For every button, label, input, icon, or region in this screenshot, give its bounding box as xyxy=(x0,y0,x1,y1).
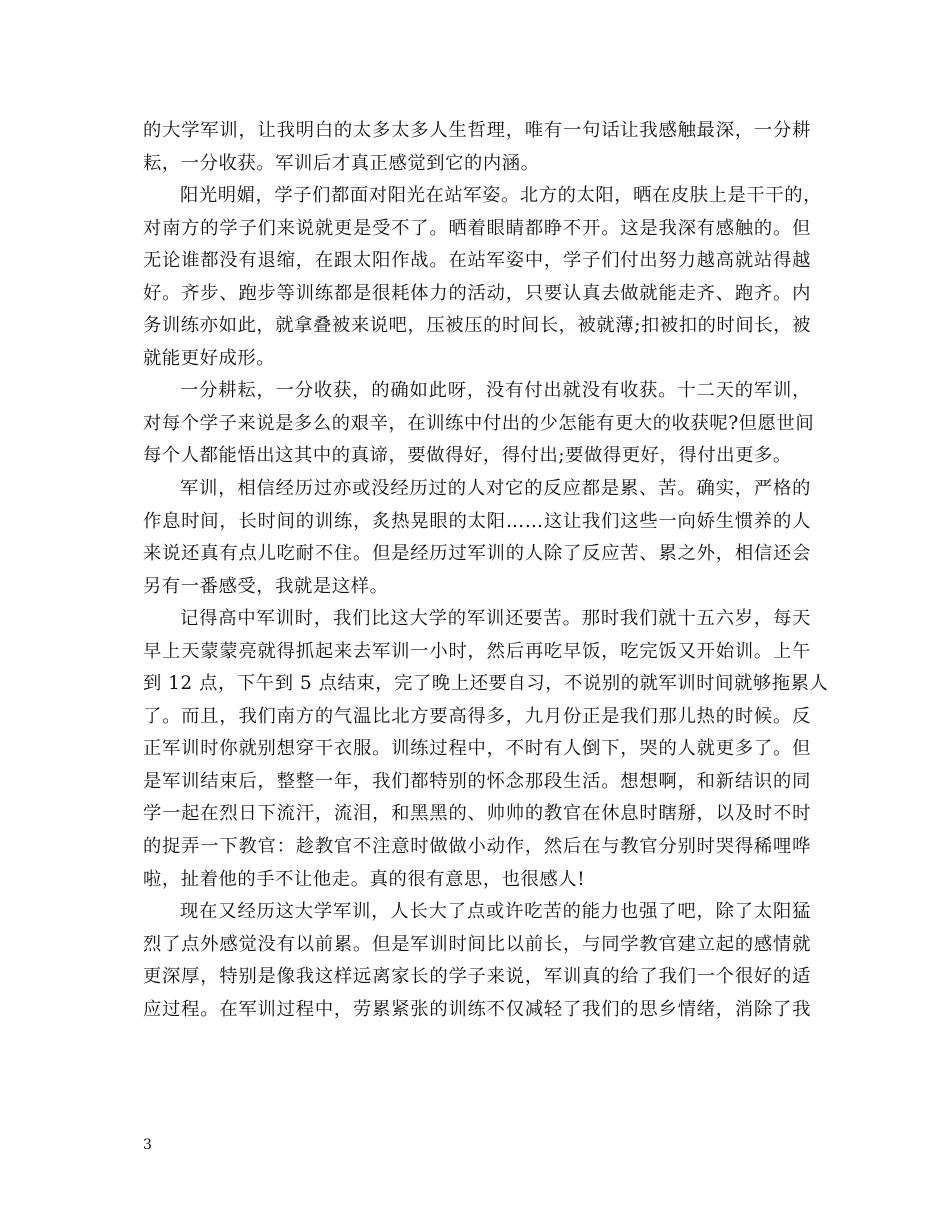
text-line: 一分耕耘，一分收获，的确如此呀，没有付出就没有收获。十二天的军训， xyxy=(180,380,811,402)
text-line: 阳光明媚，学子们都面对阳光在站军姿。北方的太阳，晒在皮肤上是干干的， xyxy=(180,185,822,207)
text-line: 对南方的学子们来说就更是受不了。晒着眼睛都睁不开。这是我深有感触的。但 xyxy=(143,217,811,239)
text-line: 正军训时你就别想穿干衣服。训练过程中，不时有人倒下，哭的人就更多了。但 xyxy=(143,738,811,760)
text-line: 来说还真有点儿吃耐不住。但是经历过军训的人除了反应苦、累之外，相信还会 xyxy=(143,543,811,565)
page-number: 3 xyxy=(143,1137,152,1153)
text-line: 耘，一分收获。军训后才真正感觉到它的内涵。 xyxy=(143,152,540,174)
text-line: 应过程。在军训过程中，劳累紧张的训练不仅减轻了我们的思乡情绪，消除了我 xyxy=(143,998,811,1020)
text-line: 学一起在烈日下流汗，流泪，和黑黑的、帅帅的教官在休息时瞎掰，以及时不时 xyxy=(143,803,811,825)
body-text xyxy=(143,115,829,1026)
text-line: 另有一番感受，我就是这样。 xyxy=(143,575,389,597)
text-line: 早上天蒙蒙亮就得抓起来去军训一小时，然后再吃早饭，吃完饭又开始训。上午 xyxy=(143,640,811,662)
text-line: 啦，扯着他的手不让他走。真的很有意思，也很感人! xyxy=(143,868,586,890)
text-line: 好。齐步、跑步等训练都是很耗体力的活动，只要认真去做就能走齐、跑齐。内 xyxy=(143,282,811,304)
text-line: 是军训结束后，整整一年，我们都特别的怀念那段生活。想想啊，和新结识的同 xyxy=(143,770,811,792)
text-line: 的捉弄一下教官：趁教官不注意时做做小动作，然后在与教官分别时哭得稀哩哗 xyxy=(143,836,811,858)
text-line: 对每个学子来说是多么的艰辛，在训练中付出的少怎能有更大的收获呢?但愿世间 xyxy=(143,412,815,434)
text-line: 到 12 点，下午到 5 点结束，完了晚上还要自习，不说别的就军训时间就够拖累人 xyxy=(143,673,829,695)
text-line: 更深厚，特别是像我这样远离家长的学子来说，军训真的给了我们一个很好的适 xyxy=(143,966,811,988)
text-line: 了。而且，我们南方的气温比北方要高得多，九月份正是我们那儿热的时候。反 xyxy=(143,705,811,727)
text-line: 记得高中军训时，我们比这大学的军训还要苦。那时我们就十五六岁，每天 xyxy=(180,608,811,630)
text-line: 无论谁都没有退缩，在跟太阳作战。在站军姿中，学子们付出努力越高就站得越 xyxy=(143,250,811,272)
text-line: 务训练亦如此，就拿叠被来说吧，压被压的时间长，被就薄;扣被扣的时间长，被 xyxy=(143,315,811,337)
text-line: 每个人都能悟出这其中的真谛，要做得好，得付出;要做得更好，得付出更多。 xyxy=(143,445,792,467)
text-line: 的大学军训，让我明白的太多太多人生哲理，唯有一句话让我感触最深，一分耕 xyxy=(143,120,811,141)
text-line: 作息时间，长时间的训练，炙热晃眼的太阳……这让我们这些一向娇生惯养的人 xyxy=(143,510,811,532)
text-line: 烈了点外感觉没有以前累。但是军训时间比以前长，与同学教官建立起的感情就 xyxy=(143,933,811,955)
text-line: 现在又经历这大学军训，人长大了点或许吃苦的能力也强了吧，除了太阳猛 xyxy=(180,901,811,923)
text-line: 就能更好成形。 xyxy=(143,347,276,369)
text-line: 军训，相信经历过亦或没经历过的人对它的反应都是累、苦。确实，严格的 xyxy=(180,478,811,500)
